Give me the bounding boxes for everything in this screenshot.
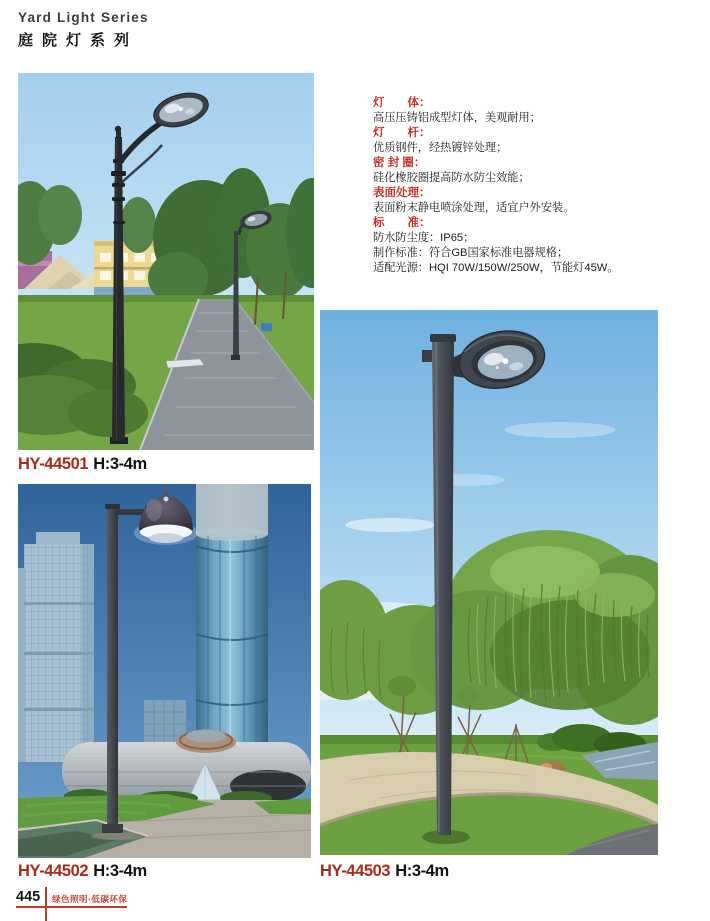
product-photo-hy-44503 [320, 310, 658, 855]
page-header [18, 10, 149, 50]
ground [18, 794, 311, 858]
product-model: HY-44502 [18, 862, 89, 880]
spec-heading: 密 封 圈： [373, 157, 426, 169]
footer-underline [16, 906, 127, 908]
spec-line: 表面粉末静电喷涂处理，适宜户外安装。 [373, 202, 575, 214]
spec-line: 适配光源：HQI 70W/150W/250W，节能灯45W。 [373, 262, 619, 274]
left-glass-tower [18, 532, 94, 762]
product-model: HY-44501 [18, 455, 89, 473]
product-height: H:3-4m [395, 862, 449, 880]
spec-heading: 灯 杆： [373, 127, 431, 139]
right-glass-tower [196, 484, 268, 742]
product-label-hy-44501 [18, 454, 147, 474]
footer-vertical-divider [45, 887, 47, 921]
grass-far-edge [18, 295, 314, 302]
footer-slogan: 绿色照明·低碳环保 [52, 894, 128, 904]
spec-heading: 表面处理： [373, 187, 431, 199]
spec-line: 硅化橡胶圈提高防水防尘效能； [373, 172, 530, 184]
spec-list [373, 96, 698, 276]
spec-heading: 灯 体： [373, 97, 431, 109]
page-title-en: Yard Light Series [18, 10, 149, 25]
product-height: H:3-4m [93, 862, 147, 880]
spec-line: 防水防尘度：IP65； [373, 232, 475, 244]
product-label-hy-44502 [18, 861, 147, 881]
product-label-hy-44503 [320, 861, 449, 881]
spec-line: 制作标准：符合GB国家标准电器规格； [373, 247, 569, 259]
page-number: 445 [16, 889, 41, 905]
page-title-zh: 庭院灯系列 [18, 32, 139, 49]
spec-line: 高压压铸铝成型灯体，美观耐用； [373, 112, 541, 124]
product-photo-hy-44501 [18, 73, 314, 450]
product-model: HY-44503 [320, 862, 391, 880]
product-photo-hy-44502 [18, 484, 311, 858]
spec-line: 优质钢件，经热镀锌处理； [373, 142, 508, 154]
spec-heading: 标 准： [373, 217, 431, 229]
product-height: H:3-4m [93, 455, 147, 473]
